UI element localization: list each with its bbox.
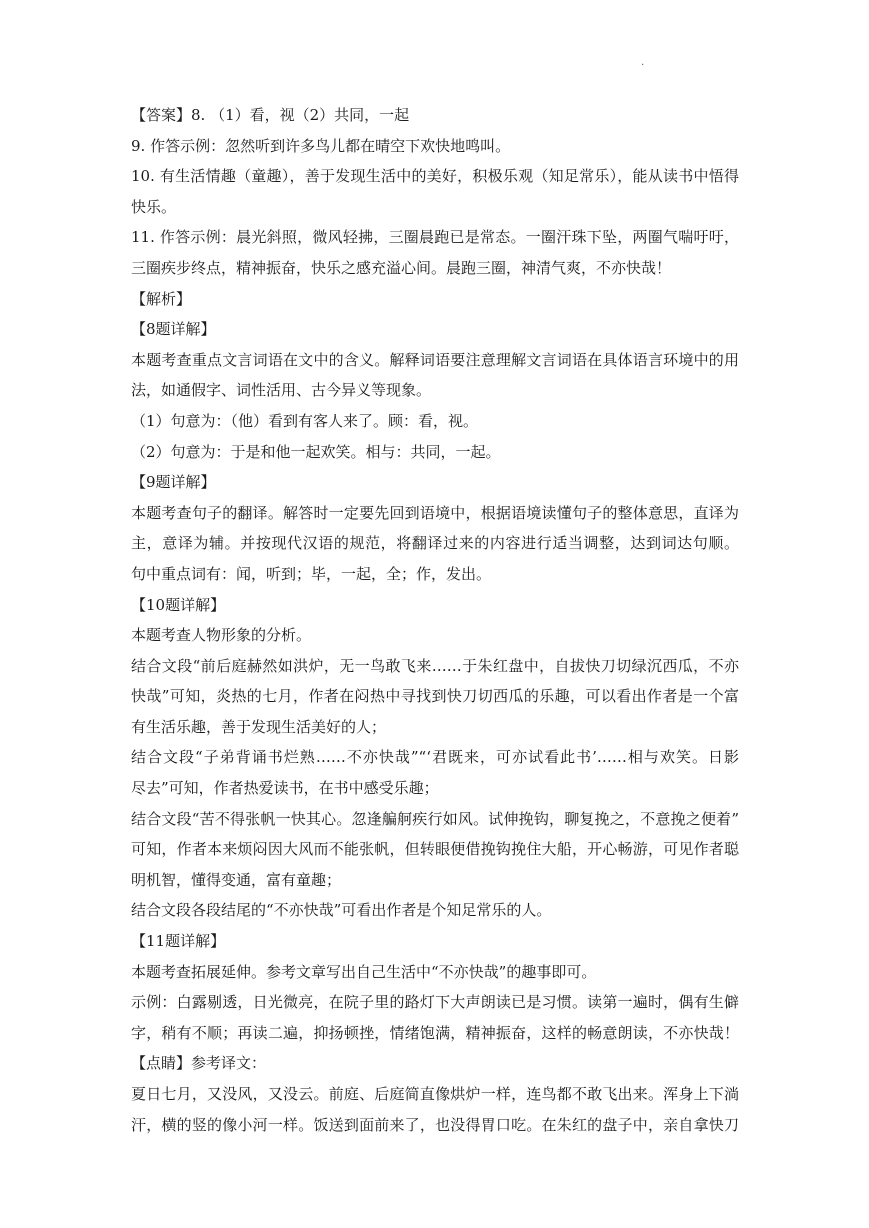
text-line: 明机智，懂得变通，富有童趣； <box>131 870 342 889</box>
text-line: （2）句意为：于是和他一起欢笑。相与：共同，一起。 <box>131 442 501 461</box>
text-line: 本题考查重点文言词语在文中的含义。解释词语要注意理解文言词语在具体语言环境中的用 <box>131 350 739 369</box>
text-line: 汗，横的竖的像小河一样。饭送到面前来了，也没得胃口吃。在朱红的盘子中，亲自拿快刀 <box>131 1115 739 1134</box>
text-line: 三圈疾步终点，精神振奋，快乐之感充溢心间。晨跑三圈，神清气爽，不亦快哉！ <box>131 258 672 277</box>
text-line: 10. 有生活情趣（童趣），善于发现生活中的美好，积极乐观（知足常乐），能从读书中悟得 <box>131 167 739 186</box>
text-line: 结合文段“苦不得张帆一快其心。忽逢艑舸疾行如风。试伸挽钩，聊复挽之，不意挽之便着” <box>131 809 739 828</box>
text-line: 9. 作答示例：忽然听到许多鸟儿都在晴空下欢快地鸣叫。 <box>131 136 511 155</box>
text-line: 结合文段“子弟背诵书烂熟……不亦快哉”“‘君既来，可亦试看此书’……相与欢笑。日影 <box>131 748 739 767</box>
text-line: （1）句意为：（他）看到有客人来了。顾：看，视。 <box>131 411 479 430</box>
text-line: 【10题详解】 <box>131 595 226 614</box>
header-mark: . <box>641 57 645 68</box>
text-line: 【解析】 <box>131 289 192 308</box>
text-line: 可知，作者本来烦闷因大风而不能张帆，但转眼便借挽钩挽住大船，开心畅游，可见作者聪 <box>131 840 739 859</box>
text-line: 尽去”可知，作者热爱读书，在书中感受乐趣； <box>131 779 439 798</box>
text-line: 本题考查人物形象的分析。 <box>131 626 312 645</box>
text-line: 本题考查句子的翻译。解答时一定要先回到语境中，根据语境读懂句子的整体意思，直译为 <box>131 503 739 522</box>
text-line: 字，稍有不顺；再读二遍，抑扬顿挫，情绪饱满，精神振奋，这样的畅意朗读，不亦快哉！ <box>131 1023 739 1042</box>
text-line: 本题考查拓展延伸。参考文章写出自己生活中“不亦快哉”的趣事即可。 <box>131 962 597 981</box>
text-line: 【11题详解】 <box>131 932 226 951</box>
text-line: 快乐。 <box>131 197 177 216</box>
text-line: 结合文段各段结尾的“不亦快哉”可看出作者是个知足常乐的人。 <box>131 901 552 920</box>
text-line: 示例：白露剔透，日光微亮，在院子里的路灯下大声朗读已是习惯。读第一遍时，偶有生僻 <box>131 993 739 1012</box>
text-line: 夏日七月，又没风，又没云。前庭、后庭简直像烘炉一样，连鸟都不敢飞出来。浑身上下淌 <box>131 1085 739 1103</box>
text-line: 法，如通假字、词性活用、古今异义等现象。 <box>131 381 432 400</box>
text-line: 结合文段“前后庭赫然如洪炉，无一鸟敢飞来……于朱红盘中，自拔快刀切绿沉西瓜，不亦 <box>131 656 739 675</box>
text-line: 快哉”可知，炎热的七月，作者在闷热中寻找到快刀切西瓜的乐趣，可以看出作者是一个富 <box>131 687 739 706</box>
text-line: 有生活乐趣，善于发现生活美好的人； <box>131 717 387 736</box>
text-line: 11. 作答示例：晨光斜照，微风轻拂，三圈晨跑已是常态。一圈汗珠下坠，两圈气喘吁吁， <box>131 228 739 247</box>
text-line: 句中重点词有：闻，听到；毕，一起，全；作，发出。 <box>131 564 492 583</box>
text-line: 【8题详解】 <box>131 320 216 339</box>
text-line: 主，意译为辅。并按现代汉语的规范，将翻译过来的内容进行适当调整，达到词达句顺。 <box>131 534 739 553</box>
answer-analysis-text <box>131 100 739 1140</box>
text-line: 【答案】8. （1）看，视（2）共同，一起 <box>131 106 410 124</box>
text-line: 【点睛】参考译文： <box>131 1054 267 1073</box>
text-line: 【9题详解】 <box>131 473 216 492</box>
